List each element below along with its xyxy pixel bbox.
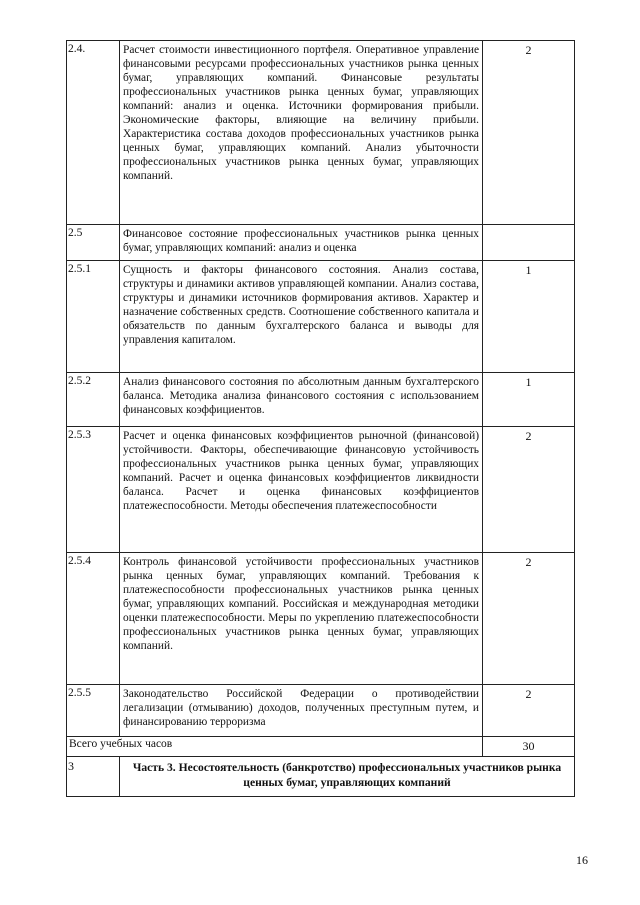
part-title: Часть 3. Несостоятельность (банкротство) профессиональных участников рынка ценных бумаг, управляющих компаний: [120, 757, 575, 797]
section-number: 2.5.1: [67, 261, 120, 373]
part-number: 3: [67, 757, 120, 797]
table-row: [67, 41, 575, 225]
syllabus-table: [66, 40, 575, 797]
table-row: [67, 225, 575, 261]
section-description: Расчет и оценка финансовых коэффициентов рыночной (финансовой) устойчивости. Факторы, обеспечивающие финансовую устойчивость профессиональных участников рынка ценных бумаг, управляющих компаний. Расчет и оценка финансовых коэффициентов ликвидности баланса. Расчет и оценка финансовых коэффициентов платежеспособности. Методы обеспечения платежеспособности: [120, 427, 483, 553]
total-hours: 30: [483, 737, 575, 757]
section-hours: 2: [483, 553, 575, 685]
section-description: Анализ финансового состояния по абсолютным данным бухгалтерского баланса. Методика анализа финансового состояния с использованием финансовых коэффициентов.: [120, 373, 483, 427]
section-description: Сущность и факторы финансового состояния. Анализ состава, структуры и динамики активов управляющей компании. Анализ состава, структуры и динамики источников формирования активов. Характер и назначение собственных средств. Соотношение собственного капитала и обязательств по данным бухгалтерского баланса и выводы для управления капиталом.: [120, 261, 483, 373]
section-description: Финансовое состояние профессиональных участников рынка ценных бумаг, управляющих компаний: анализ и оценка: [120, 225, 483, 261]
section-hours: 1: [483, 373, 575, 427]
section-number: 2.5.3: [67, 427, 120, 553]
section-description: Законодательство Российской Федерации о противодействии легализации (отмыванию) доходов, полученных преступным путем, и финансированию терроризма: [120, 685, 483, 737]
section-number: 2.5: [67, 225, 120, 261]
section-number: 2.4.: [67, 41, 120, 225]
section-hours: 2: [483, 685, 575, 737]
page-number: 16: [576, 853, 588, 867]
section-hours: 1: [483, 261, 575, 373]
table-row: [67, 373, 575, 427]
total-label: Всего учебных часов: [67, 737, 483, 757]
section-hours: 2: [483, 427, 575, 553]
total-row: [67, 737, 575, 757]
table-row: [67, 553, 575, 685]
part-row: [67, 757, 575, 797]
section-hours: 2: [483, 41, 575, 225]
section-number: 2.5.5: [67, 685, 120, 737]
section-description: Расчет стоимости инвестиционного портфеля. Оперативное управление финансовыми ресурсами профессиональных участников рынка ценных бумаг, управляющих компаний. Финансовые результаты профессиональных участников рынка ценных бумаг, управляющих компаний: анализ и оценка. Источники формирования прибыли. Экономические факторы, влияющие на величину прибыли. Характеристика состава доходов профессиональных участников рынка ценных бумаг, управляющих компаний. Анализ убыточности профессиональных участников рынка ценных бумаг, управляющих компаний.: [120, 41, 483, 225]
section-number: 2.5.2: [67, 373, 120, 427]
section-description: Контроль финансовой устойчивости профессиональных участников рынка ценных бумаг, управляющих компаний. Требования к платежеспособности профессиональных участников рынка ценных бумаг, управляющих компаний. Российская и международная методики оценки платежеспособности. Меры по укреплению платежеспособности профессиональных участников рынка ценных бумаг, управляющих компаний.: [120, 553, 483, 685]
table-row: [67, 427, 575, 553]
section-hours: [483, 225, 575, 261]
section-number: 2.5.4: [67, 553, 120, 685]
table-row: [67, 261, 575, 373]
table-row: [67, 685, 575, 737]
